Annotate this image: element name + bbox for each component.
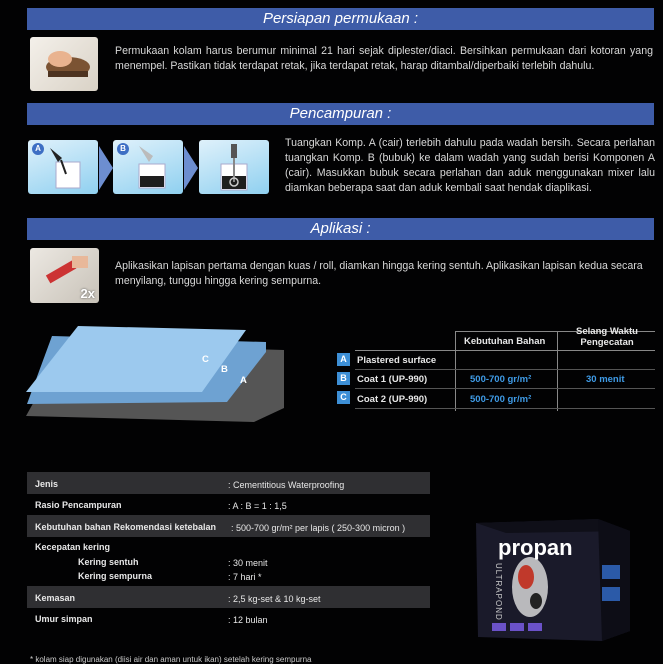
row-c-name: Coat 2 (UP-990) (357, 394, 428, 405)
row-rule-3 (355, 408, 655, 409)
mixing-step-a-image (28, 140, 98, 194)
spec-row-jenis (27, 472, 430, 494)
header-interval-line2: Pengecatan (580, 337, 634, 348)
spec-key-sempurna: Kering sempurna (78, 571, 153, 581)
mixing-text: Tuangkan Komp. A (cair) terlebih dahulu pada wadah bersih. Secara perlahan tuangkan Komp. B (bubuk) ke dalam wadah yang sudah berisi Komponen A (cair). Masukkan bubuk secara perlahan dan aduk menggunakan mixer lalu diamkan beberapa saat dan aduk kembali saat hendak diaplikasi. (285, 137, 655, 194)
mixing-step-b-image (113, 140, 183, 194)
spec-key-jenis: Jenis (35, 479, 59, 489)
layer-label-b: B (221, 364, 228, 375)
row-b-name: Coat 1 (UP-990) (357, 374, 428, 385)
mixing-step-mixer-image (199, 140, 269, 194)
header-interval (563, 326, 651, 348)
row-b-interval: 30 menit (586, 374, 625, 385)
spec-row-umur (27, 610, 430, 630)
row-rule-1 (355, 369, 655, 370)
header-need: Kebutuhan Bahan (464, 336, 546, 347)
spec-val-rasio: : A : B = 1 : 1,5 (228, 501, 287, 511)
spec-val-sentuh: : 30 menit (228, 558, 268, 568)
spec-key-rasio: Rasio Pencampuran (35, 500, 122, 510)
row-tag-a: A (337, 353, 350, 366)
row-b-need: 500-700 gr/m² (470, 374, 532, 385)
surface-prep-text: Permukaan kolam harus berumur minimal 21 hari sejak diplester/diaci. Bersihkan permukaan dari kotoran yang menempel. Pastikan tidak terdapat retak, jika terdapat retak, harap ditambal/diperbaiki terlebih dahulu. (115, 45, 653, 72)
spec-key-kemasan: Kemasan (35, 593, 76, 603)
spec-key-kecepatan: Kecepatan kering (35, 542, 111, 552)
row-c-need: 500-700 gr/m² (470, 394, 532, 405)
surface-prep-image (30, 37, 98, 91)
spec-key-kebutuhan: Kebutuhan bahan Rekomendasi ketebalan (35, 522, 217, 532)
spec-row-rasio (27, 496, 430, 514)
application-image (30, 248, 99, 303)
step-arrow-2 (184, 146, 198, 190)
banner-mixing: Pencampuran : (27, 103, 654, 125)
row-rule-2 (355, 388, 655, 389)
spec-row-kemasan (27, 586, 430, 608)
product-box (470, 515, 632, 643)
spec-row-kebutuhan (27, 515, 430, 537)
two-coats-badge: 2x (80, 286, 95, 301)
coating-layers-diagram (22, 322, 290, 430)
step-a-label: A (32, 143, 44, 155)
step-arrow-1 (99, 146, 113, 190)
mixer-icon (199, 140, 269, 194)
row-a-name: Plastered surface (357, 355, 437, 366)
layer-label-c: C (202, 354, 209, 365)
table-col-rule-2 (557, 331, 558, 411)
spec-val-jenis: : Cementitious Waterproofing (228, 480, 345, 490)
pour-powder-icon (113, 140, 183, 194)
product-brand: propan (498, 535, 573, 560)
banner-surface-prep: Persiapan permukaan : (27, 8, 654, 30)
table-col-rule-1 (455, 331, 456, 411)
header-interval-line1: Selang Waktu (576, 326, 638, 337)
table-header-rule (355, 350, 655, 351)
spec-val-sempurna: : 7 hari * (228, 572, 262, 582)
step-b-label: B (117, 143, 129, 155)
product-subline: ULTRAPOND (494, 563, 503, 621)
hand-brush-icon (30, 37, 98, 91)
spec-key-sentuh: Kering sentuh (78, 557, 139, 567)
row-tag-c: C (337, 391, 350, 404)
spec-val-umur: : 12 bulan (228, 615, 268, 625)
pour-liquid-icon (28, 140, 98, 194)
application-text: Aplikasikan lapisan pertama dengan kuas / roll, diamkan hingga kering sentuh. Aplikasikan lapisan kedua secara menyilang, tunggu hingga kering sempurna. (115, 260, 643, 287)
row-tag-b: B (337, 372, 350, 385)
spec-key-umur: Umur simpan (35, 614, 93, 624)
spec-val-kemasan: : 2,5 kg-set & 10 kg-set (228, 594, 321, 604)
layer-label-a: A (240, 375, 247, 386)
footnote: * kolam siap digunakan (diisi air dan aman untuk ikan) setelah kering sempurna (30, 655, 312, 664)
spec-val-kebutuhan: : 500-700 gr/m² per lapis ( 250-300 micron ) (231, 523, 406, 533)
banner-application: Aplikasi : (27, 218, 654, 240)
